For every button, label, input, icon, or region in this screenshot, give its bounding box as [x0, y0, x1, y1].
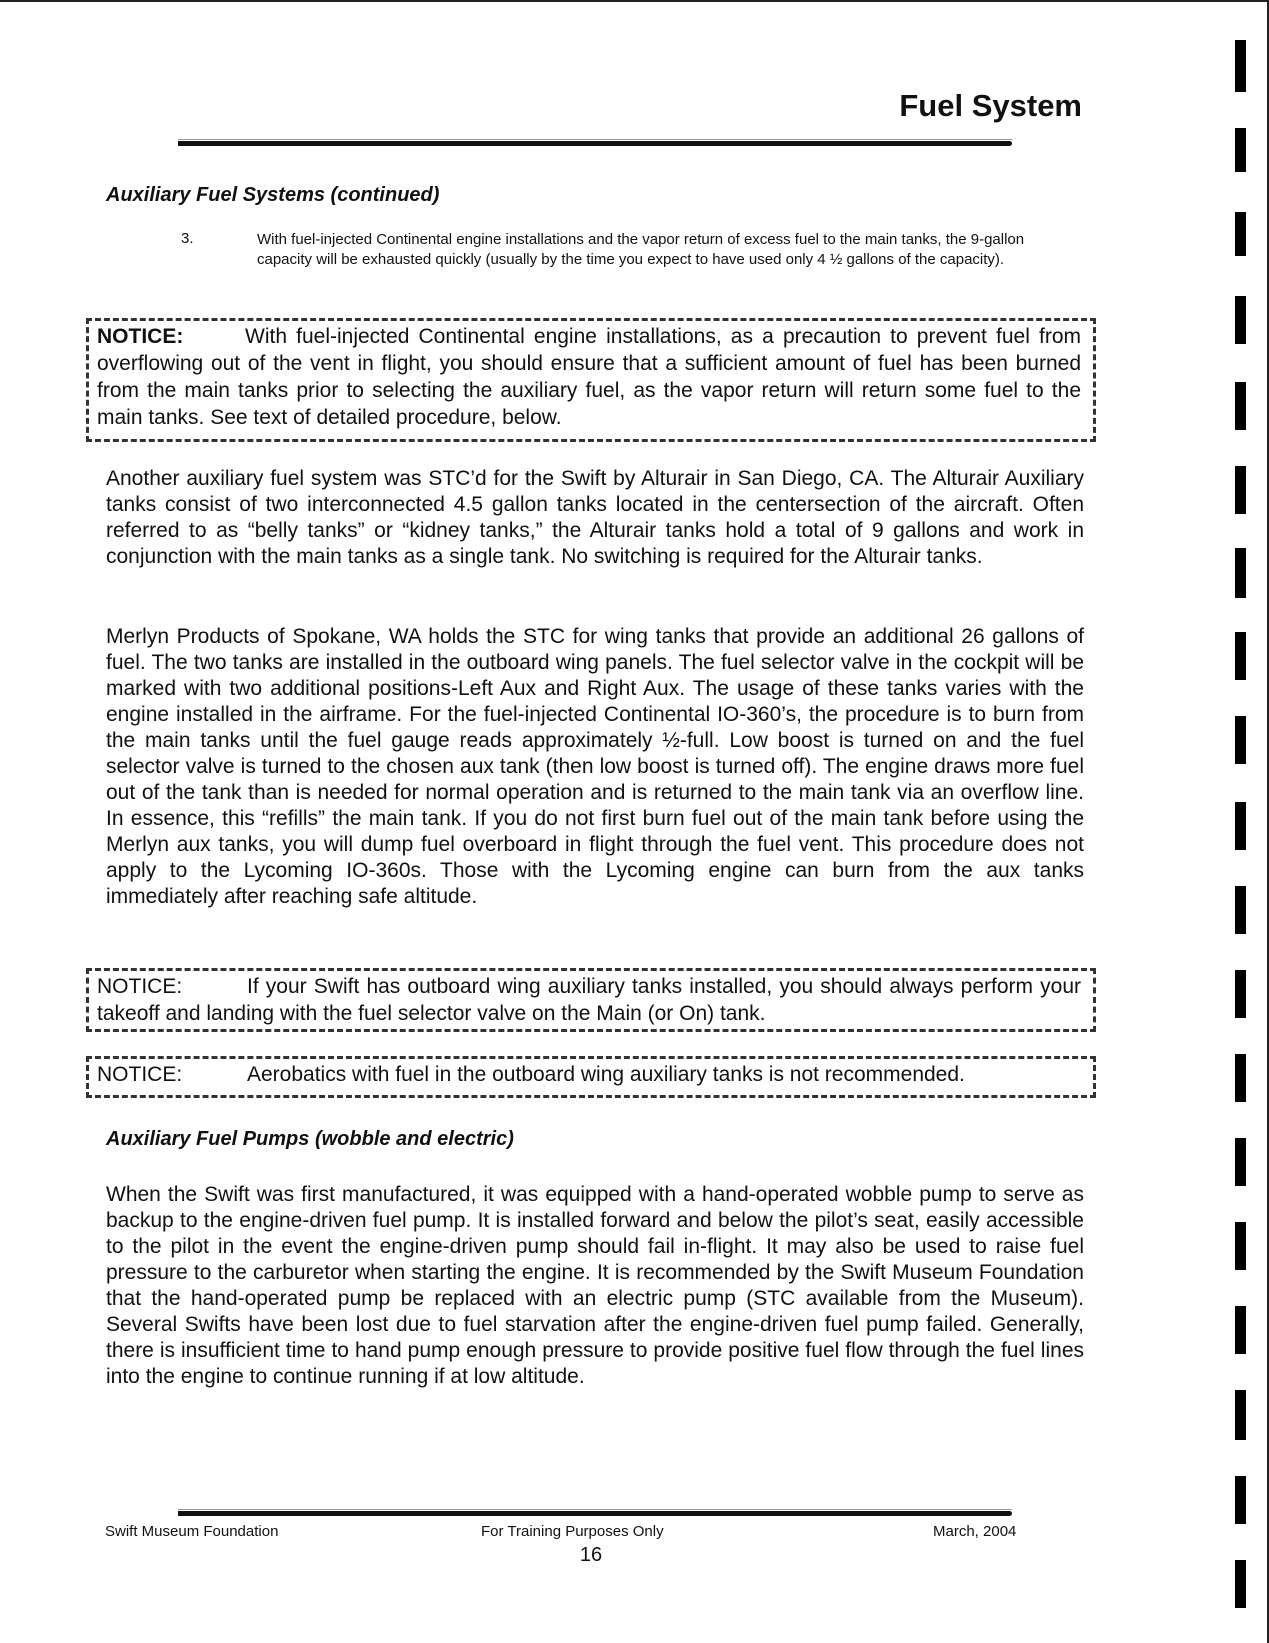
margin-bar — [1235, 716, 1246, 764]
notice-label: NOTICE: — [97, 1063, 183, 1086]
notice-box-aerobatics — [86, 1056, 1096, 1098]
margin-bar — [1235, 802, 1246, 850]
notice-label: NOTICE: — [97, 975, 183, 998]
list-item-text: With fuel-injected Continental engine installations and the vapor return of excess fuel to the main tanks, the 9-gallon capacity will be exhausted quickly (usually by the time you expect to have used only 4 ½ gallons of the capacity). — [257, 231, 1025, 268]
margin-bar — [1235, 1138, 1246, 1186]
list-item-number: 3. — [181, 230, 194, 247]
header-rule — [178, 141, 1012, 146]
margin-bar — [1235, 1306, 1246, 1354]
notice-box-takeoff-landing — [86, 968, 1096, 1032]
page-border-top — [0, 0, 1269, 2]
footer-date: March, 2004 — [933, 1523, 1017, 1540]
margin-bar — [1235, 970, 1246, 1018]
margin-bar — [1235, 1560, 1246, 1608]
paragraph-merlyn: Merlyn Products of Spokane, WA holds the STC for wing tanks that provide an additional 26 gallons of fuel. The two tanks are installed in the outboard wing panels. The fuel selector valve in the cockpit will be marked with two additional positions-Left Aux and Right Aux. The usage of these tanks varies with the engine installed in the airframe. For the fuel-injected Continental IO-360’s, the procedure is to burn from the main tanks until the fuel gauge reads approximately ½-full. Low boost is turned on and the fuel selector valve is turned to the chosen aux tank (then low boost is turned off). The engine draws more fuel out of the tank than is needed for normal operation and is returned to the main tank via an overflow line. In essence, this “refills” the main tank. If you do not first burn fuel out of the main tank before using the Merlyn aux tanks, you will dump fuel overboard in flight through the fuel vent. This procedure does not apply to the Lycoming IO-360s. Those with the Lycoming engine can burn from the aux tanks immediately after reaching safe altitude. — [106, 625, 1084, 908]
margin-bar — [1235, 40, 1246, 92]
footer-organization: Swift Museum Foundation — [105, 1523, 279, 1540]
margin-bar — [1235, 212, 1246, 256]
notice-text: If your Swift has outboard wing auxiliary tanks installed, you should always perform your takeoff and landing with the fuel selector valve on the Main (or On) tank. — [97, 975, 1081, 1025]
notice-box-vapor-return — [86, 318, 1096, 442]
notice-label: NOTICE: — [97, 325, 184, 348]
paragraph-alturair: Another auxiliary fuel system was STC’d for the Swift by Alturair in San Diego, CA. The Alturair Auxiliary tanks consist of two interconnected 4.5 gallon tanks located in the centersection of the aircraft. Often referred to as “belly tanks” or “kidney tanks,” the Alturair tanks hold a total of 9 gallons and work in conjunction with the main tanks as a single tank. No switching is required for the Alturair tanks. — [106, 467, 1084, 568]
footer-training-notice: For Training Purposes Only — [481, 1523, 664, 1540]
margin-bar — [1235, 632, 1246, 680]
margin-bar — [1235, 1390, 1246, 1440]
margin-bar — [1235, 296, 1246, 344]
margin-bar — [1235, 1222, 1246, 1270]
section-heading-aux-systems: Auxiliary Fuel Systems (continued) — [106, 184, 440, 206]
footer-rule — [178, 1511, 1012, 1516]
notice-text: With fuel-injected Continental engine installations, as a precaution to prevent fuel from overflowing out of the vent in flight, you should ensure that a sufficient amount of fuel has been burned from the main tanks prior to selecting the auxiliary fuel, as the vapor return will return some fuel to the main tanks. See text of detailed procedure, below. — [97, 325, 1081, 429]
margin-bar — [1235, 466, 1246, 514]
notice-text: Aerobatics with fuel in the outboard wing auxiliary tanks is not recommended. — [247, 1063, 965, 1086]
margin-bar — [1235, 1476, 1246, 1524]
margin-bar — [1235, 1054, 1246, 1102]
margin-bar — [1235, 548, 1246, 598]
margin-bar — [1235, 128, 1246, 172]
section-heading-aux-pumps: Auxiliary Fuel Pumps (wobble and electric) — [106, 1128, 514, 1150]
page-number: 16 — [579, 1544, 603, 1566]
margin-bar — [1235, 382, 1246, 430]
margin-bar — [1235, 886, 1246, 934]
paragraph-pumps: When the Swift was first manufactured, it was equipped with a hand-operated wobble pump to serve as backup to the engine-driven fuel pump. It is installed forward and below the pilot’s seat, easily accessible to the pilot in the event the engine-driven pump should fail in-flight. It may also be used to raise fuel pressure to the carburetor when starting the engine. It is recommended by the Swift Museum Foundation that the hand-operated pump be replaced with an electric pump (STC available from the Museum). Several Swifts have been lost due to fuel starvation after the engine-driven fuel pump failed. Generally, there is insufficient time to hand pump enough pressure to provide positive fuel flow through the fuel lines into the engine to continue running if at low altitude. — [106, 1183, 1084, 1388]
page-title: Fuel System — [899, 88, 1082, 123]
